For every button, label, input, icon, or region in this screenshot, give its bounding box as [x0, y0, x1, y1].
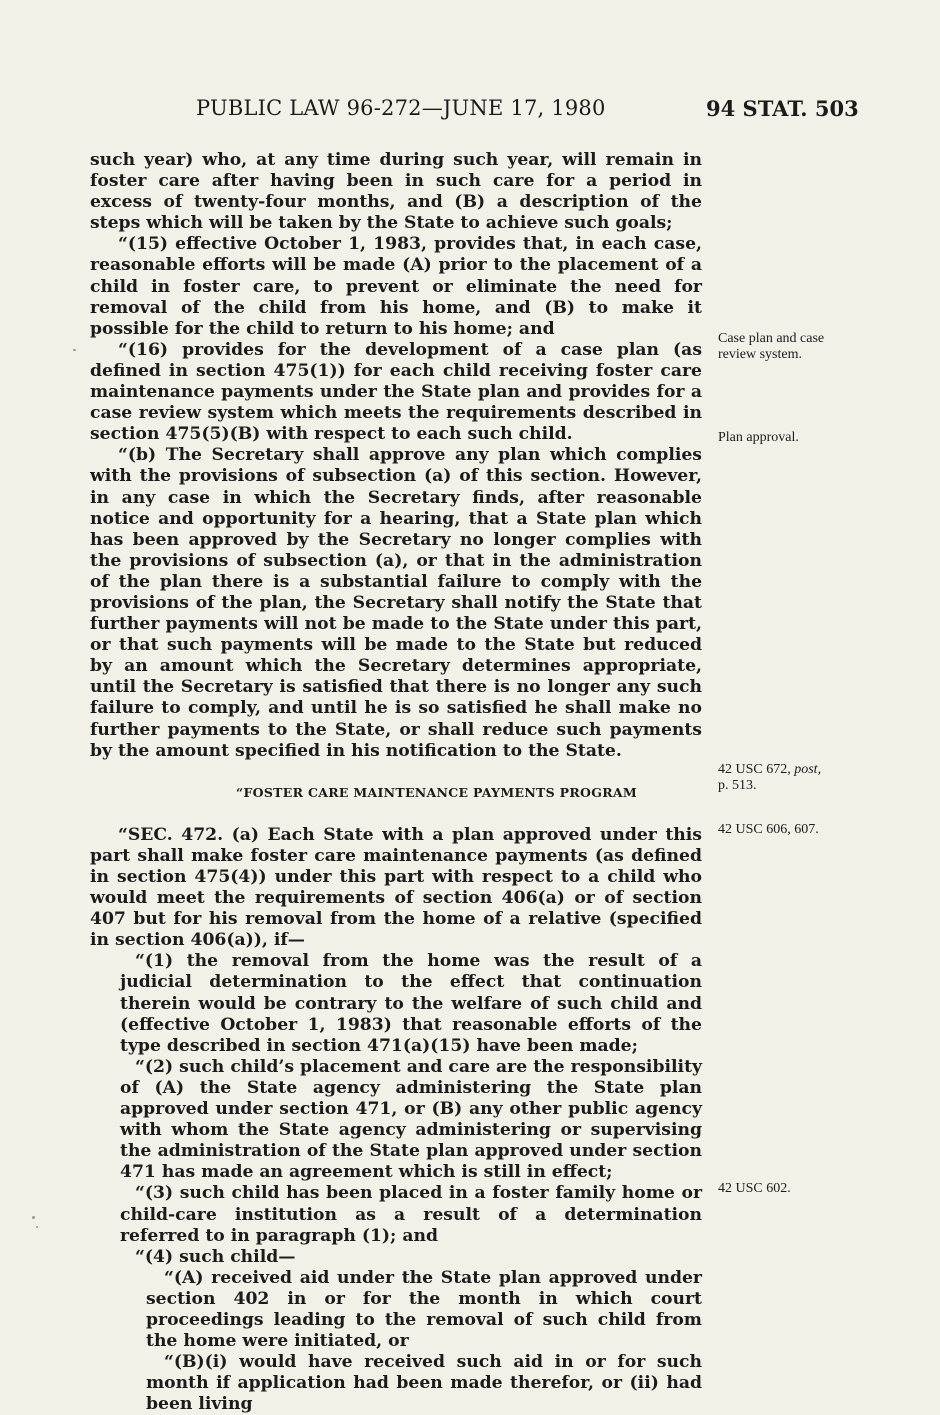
paragraph-15: “(15) effective October 1, 1983, provides that, in each case, reasonable efforts will be made (A) prior to the placement of a child in foster care, to prevent or eliminate the need for removal of the child from his home, and (B) to make it possible for the child to return to his home; and: [90, 234, 702, 339]
law-title: PUBLIC LAW 96-272—JUNE 17, 1980: [196, 96, 606, 120]
margin-note-plan-approval: Plan approval.: [718, 430, 799, 445]
margin-note-42-usc-602: 42 USC 602.: [718, 1181, 791, 1196]
paragraph-2: “(2) such child’s placement and care are the responsibility of (A) the State agency administering the State plan approved under section 471, or (B) any other public agency with whom the State agency administering or supervising the administration of the State plan approved under section 471 has made an agreement which is still in effect;: [120, 1056, 702, 1183]
scan-speck: [36, 1226, 38, 1228]
subsection-b: “(b) The Secretary shall approve any plan which complies with the provisions of subsection (a) of this section. However, in any case in which the Secretary finds, after reasonable notice and opportunity for a hearing, that a State plan which has been approved by the Secretary no longer complies with the provisions of subsection (a), or that in the administration of the plan there is a substantial failure to comply with the provisions of the plan, the Secretary shall notify the State that further payments will not be made to the State under this part, or that such payments will be made to the State but reduced by an amount which the Secretary determines appropriate, until the Secretary is satisfied that there is no longer any such failure to comply, and until he is so satisfied he shall make no further payments to the State, or shall reduce such payments by the amount specified in his notification to the State.: [90, 445, 702, 761]
citation-text: 42 USC 672,: [718, 762, 791, 777]
statute-page-number: 94 STAT. 503: [706, 96, 859, 121]
subparagraph-b: “(B)(i) would have received such aid in or for such month if application had been made therefor, or (ii) had been living: [146, 1352, 702, 1415]
paragraph-16: “(16) provides for the development of a case plan (as defined in section 475(1)) for each child receiving foster care maintenance payments under the State plan and provides for a case review system which meets the requirements described in section 475(5)(B) with respect to each such child.: [90, 339, 702, 445]
margin-note-42-usc-606: 42 USC 606, 607.: [718, 822, 819, 837]
citation-page: p. 513.: [718, 778, 757, 793]
subparagraph-a: “(A) received aid under the State plan approved under section 402 in or for the month in which court proceedings leading to the removal of such child from the home were initiated, or: [146, 1267, 702, 1352]
main-text: [90, 150, 702, 1415]
paragraph-3: “(3) such child has been placed in a foster family home or child-care institution as a result of a determination referred to in paragraph (1); and: [120, 1183, 702, 1246]
section-heading: “FOSTER CARE MAINTENANCE PAYMENTS PROGRAM: [236, 784, 638, 800]
scan-speck: [32, 1216, 35, 1219]
paragraph-4: “(4) such child—: [135, 1246, 296, 1267]
scan-speck: [73, 349, 76, 351]
page-header: [0, 96, 940, 130]
section-472-a: “SEC. 472. (a) Each State with a plan approved under this part shall make foster care maintenance payments (as defined in section 475(4)) under this part with respect to a child who would meet the requirements of section 406(a) or of section 407 but for his removal from the home of a relative (specified in section 406(a)), if—: [90, 824, 702, 951]
paragraph-continuation: such year) who, at any time during such year, will remain in foster care after having been in such care for a period in excess of twenty-four months, and (B) a description of the steps which will be taken by the State to achieve such goals;: [90, 150, 702, 234]
paragraph-1: “(1) the removal from the home was the result of a judicial determination to the effect that continuation therein would be contrary to the welfare of such child and (effective October 1, 1983) that reasonable efforts of the type described in section 471(a)(15) have been made;: [120, 951, 702, 1056]
margin-note-case-plan: Case plan and case review system.: [718, 331, 825, 362]
margin-note-42-usc-672: [718, 762, 836, 794]
citation-post: post,: [794, 762, 822, 777]
